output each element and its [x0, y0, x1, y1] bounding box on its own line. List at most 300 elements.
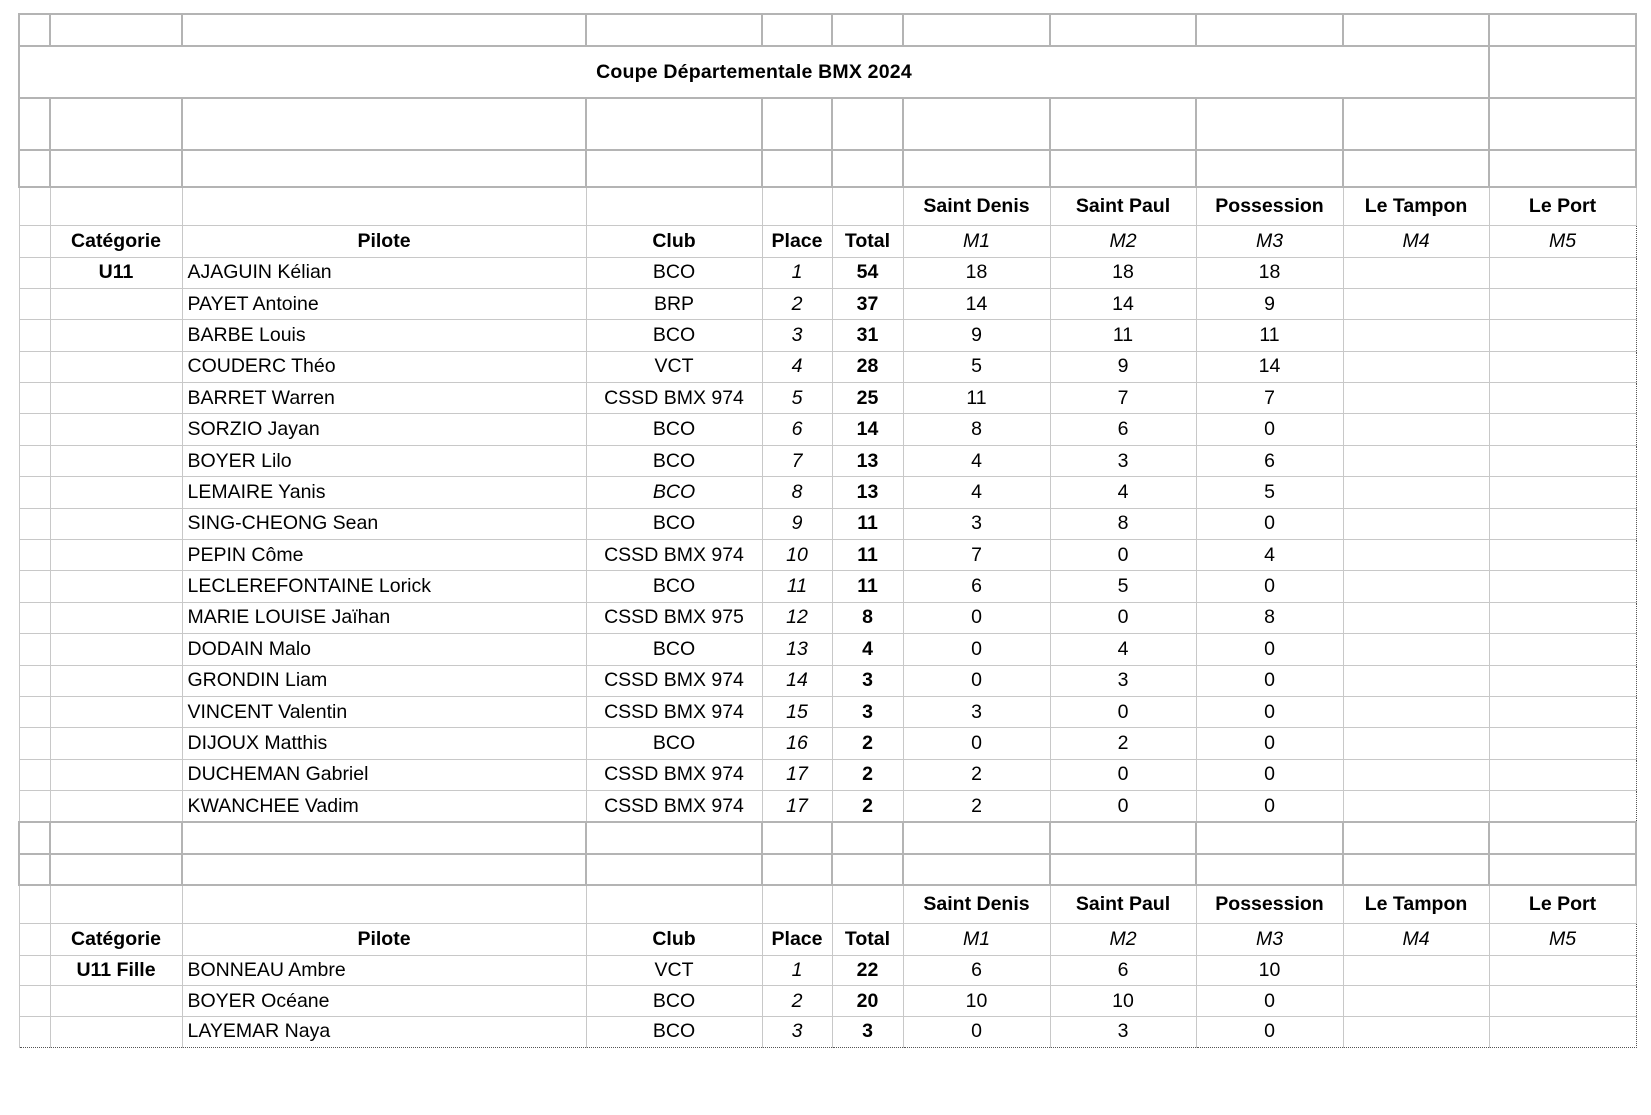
total-cell[interactable]: 14	[832, 414, 903, 445]
manche-score-cell[interactable]	[1343, 602, 1489, 633]
pilote-cell[interactable]: DODAIN Malo	[182, 634, 586, 665]
empty-cell[interactable]	[1489, 14, 1636, 46]
manche-score-cell[interactable]: 7	[903, 540, 1050, 571]
empty-cell[interactable]	[19, 822, 50, 854]
manche-score-cell[interactable]: 9	[903, 320, 1050, 351]
header-total[interactable]: Total	[832, 225, 903, 257]
total-cell[interactable]: 3	[832, 696, 903, 727]
empty-cell[interactable]	[1196, 150, 1343, 187]
total-cell[interactable]: 54	[832, 257, 903, 288]
empty-cell[interactable]	[832, 150, 903, 187]
manche-score-cell[interactable]	[1343, 351, 1489, 382]
manche-score-cell[interactable]	[1489, 986, 1636, 1017]
empty-cell[interactable]	[586, 885, 762, 923]
row-gutter[interactable]	[19, 986, 50, 1017]
category-cell[interactable]	[50, 791, 182, 822]
manche-score-cell[interactable]: 0	[903, 728, 1050, 759]
manche-score-cell[interactable]: 14	[1196, 351, 1343, 382]
manche-score-cell[interactable]	[1489, 445, 1636, 476]
empty-cell[interactable]	[1489, 854, 1636, 886]
pilote-cell[interactable]: DUCHEMAN Gabriel	[182, 759, 586, 790]
manche-score-cell[interactable]: 0	[1196, 571, 1343, 602]
empty-cell[interactable]	[1050, 14, 1196, 46]
row-gutter[interactable]	[19, 1016, 50, 1047]
row-gutter[interactable]	[19, 288, 50, 319]
manche-score-cell[interactable]: 6	[1196, 445, 1343, 476]
total-cell[interactable]: 2	[832, 759, 903, 790]
place-cell[interactable]: 7	[762, 445, 832, 476]
place-cell[interactable]: 3	[762, 1016, 832, 1047]
manche-score-cell[interactable]: 0	[1196, 791, 1343, 822]
empty-cell[interactable]	[586, 14, 762, 46]
total-cell[interactable]: 4	[832, 634, 903, 665]
empty-cell[interactable]	[1343, 14, 1489, 46]
empty-cell[interactable]	[1196, 854, 1343, 886]
total-cell[interactable]: 2	[832, 791, 903, 822]
place-cell[interactable]: 10	[762, 540, 832, 571]
manche-score-cell[interactable]: 2	[903, 759, 1050, 790]
row-gutter[interactable]	[19, 634, 50, 665]
empty-cell[interactable]	[1196, 822, 1343, 854]
category-cell[interactable]	[50, 634, 182, 665]
empty-cell[interactable]	[182, 885, 586, 923]
club-cell[interactable]: CSSD BMX 974	[586, 540, 762, 571]
manche-score-cell[interactable]: 0	[1196, 508, 1343, 539]
manche-score-cell[interactable]	[1343, 634, 1489, 665]
row-gutter[interactable]	[19, 414, 50, 445]
venue-header[interactable]: Le Tampon	[1343, 885, 1489, 923]
manche-score-cell[interactable]: 0	[903, 602, 1050, 633]
manche-score-cell[interactable]	[1343, 257, 1489, 288]
total-cell[interactable]: 31	[832, 320, 903, 351]
empty-cell[interactable]	[1343, 98, 1489, 150]
place-cell[interactable]: 17	[762, 759, 832, 790]
empty-cell[interactable]	[1050, 822, 1196, 854]
manche-score-cell[interactable]: 7	[1196, 383, 1343, 414]
manche-score-cell[interactable]	[1343, 728, 1489, 759]
manche-score-cell[interactable]	[1343, 414, 1489, 445]
manche-score-cell[interactable]: 3	[1050, 1016, 1196, 1047]
manche-score-cell[interactable]: 11	[1196, 320, 1343, 351]
empty-cell[interactable]	[182, 150, 586, 187]
manche-score-cell[interactable]: 3	[1050, 665, 1196, 696]
manche-score-cell[interactable]: 0	[903, 634, 1050, 665]
manche-score-cell[interactable]	[1489, 955, 1636, 986]
header-place[interactable]: Place	[762, 923, 832, 955]
category-cell[interactable]	[50, 540, 182, 571]
manche-score-cell[interactable]	[1489, 696, 1636, 727]
club-cell[interactable]: VCT	[586, 955, 762, 986]
category-cell[interactable]	[50, 759, 182, 790]
pilote-cell[interactable]: LECLEREFONTAINE Lorick	[182, 571, 586, 602]
category-cell[interactable]	[50, 986, 182, 1017]
manche-score-cell[interactable]: 9	[1050, 351, 1196, 382]
empty-cell[interactable]	[50, 14, 182, 46]
category-cell[interactable]	[50, 728, 182, 759]
total-cell[interactable]: 11	[832, 540, 903, 571]
manche-score-cell[interactable]: 0	[1050, 696, 1196, 727]
empty-cell[interactable]	[762, 14, 832, 46]
manche-score-cell[interactable]: 5	[1050, 571, 1196, 602]
manche-score-cell[interactable]: 6	[903, 955, 1050, 986]
header-categorie[interactable]: Catégorie	[50, 225, 182, 257]
pilote-cell[interactable]: PAYET Antoine	[182, 288, 586, 319]
category-cell[interactable]	[50, 320, 182, 351]
row-gutter[interactable]	[19, 696, 50, 727]
total-cell[interactable]: 37	[832, 288, 903, 319]
empty-cell[interactable]	[1196, 98, 1343, 150]
club-cell[interactable]: BCO	[586, 571, 762, 602]
manche-score-cell[interactable]: 3	[1050, 445, 1196, 476]
header-manche[interactable]: M5	[1489, 225, 1636, 257]
category-cell[interactable]	[50, 445, 182, 476]
manche-score-cell[interactable]: 4	[903, 477, 1050, 508]
header-manche[interactable]: M2	[1050, 225, 1196, 257]
empty-cell[interactable]	[586, 150, 762, 187]
row-gutter[interactable]	[19, 665, 50, 696]
empty-cell[interactable]	[182, 187, 586, 225]
manche-score-cell[interactable]: 4	[1050, 477, 1196, 508]
manche-score-cell[interactable]: 14	[903, 288, 1050, 319]
manche-score-cell[interactable]: 0	[1196, 414, 1343, 445]
place-cell[interactable]: 2	[762, 986, 832, 1017]
empty-cell[interactable]	[586, 98, 762, 150]
manche-score-cell[interactable]	[1489, 634, 1636, 665]
manche-score-cell[interactable]	[1489, 571, 1636, 602]
manche-score-cell[interactable]	[1343, 1016, 1489, 1047]
empty-cell[interactable]	[903, 822, 1050, 854]
empty-cell[interactable]	[19, 187, 50, 225]
place-cell[interactable]: 4	[762, 351, 832, 382]
pilote-cell[interactable]: BOYER Océane	[182, 986, 586, 1017]
total-cell[interactable]: 20	[832, 986, 903, 1017]
category-cell[interactable]	[50, 288, 182, 319]
empty-cell[interactable]	[832, 854, 903, 886]
empty-cell[interactable]	[1489, 822, 1636, 854]
header-pilote[interactable]: Pilote	[182, 923, 586, 955]
pilote-cell[interactable]: COUDERC Théo	[182, 351, 586, 382]
manche-score-cell[interactable]: 11	[903, 383, 1050, 414]
header-manche[interactable]: M3	[1196, 225, 1343, 257]
place-cell[interactable]: 16	[762, 728, 832, 759]
manche-score-cell[interactable]	[1343, 508, 1489, 539]
header-manche[interactable]: M2	[1050, 923, 1196, 955]
category-cell[interactable]	[50, 665, 182, 696]
header-manche[interactable]: M3	[1196, 923, 1343, 955]
row-gutter[interactable]	[19, 571, 50, 602]
manche-score-cell[interactable]: 0	[1196, 759, 1343, 790]
manche-score-cell[interactable]: 18	[1196, 257, 1343, 288]
club-cell[interactable]: BCO	[586, 320, 762, 351]
manche-score-cell[interactable]: 4	[1050, 634, 1196, 665]
row-gutter[interactable]	[19, 955, 50, 986]
row-gutter[interactable]	[19, 351, 50, 382]
manche-score-cell[interactable]	[1489, 728, 1636, 759]
manche-score-cell[interactable]: 0	[1050, 759, 1196, 790]
row-gutter[interactable]	[19, 791, 50, 822]
pilote-cell[interactable]: AJAGUIN Kélian	[182, 257, 586, 288]
manche-score-cell[interactable]: 8	[903, 414, 1050, 445]
manche-score-cell[interactable]	[1489, 257, 1636, 288]
empty-cell[interactable]	[50, 854, 182, 886]
row-gutter[interactable]	[19, 445, 50, 476]
empty-cell[interactable]	[832, 98, 903, 150]
manche-score-cell[interactable]: 8	[1196, 602, 1343, 633]
pilote-cell[interactable]: VINCENT Valentin	[182, 696, 586, 727]
place-cell[interactable]: 8	[762, 477, 832, 508]
manche-score-cell[interactable]: 10	[903, 986, 1050, 1017]
empty-cell[interactable]	[1050, 98, 1196, 150]
empty-cell[interactable]	[762, 187, 832, 225]
place-cell[interactable]: 5	[762, 383, 832, 414]
total-cell[interactable]: 8	[832, 602, 903, 633]
venue-header[interactable]: Saint Denis	[903, 187, 1050, 225]
header-manche[interactable]: M5	[1489, 923, 1636, 955]
total-cell[interactable]: 25	[832, 383, 903, 414]
empty-cell[interactable]	[182, 14, 586, 46]
manche-score-cell[interactable]	[1489, 540, 1636, 571]
category-cell[interactable]	[50, 1016, 182, 1047]
total-cell[interactable]: 28	[832, 351, 903, 382]
place-cell[interactable]: 11	[762, 571, 832, 602]
club-cell[interactable]: CSSD BMX 974	[586, 383, 762, 414]
club-cell[interactable]: CSSD BMX 974	[586, 665, 762, 696]
club-cell[interactable]: BRP	[586, 288, 762, 319]
manche-score-cell[interactable]: 0	[1196, 1016, 1343, 1047]
total-cell[interactable]: 13	[832, 477, 903, 508]
manche-score-cell[interactable]: 9	[1196, 288, 1343, 319]
manche-score-cell[interactable]	[1343, 986, 1489, 1017]
empty-cell[interactable]	[762, 822, 832, 854]
header-club[interactable]: Club	[586, 225, 762, 257]
club-cell[interactable]: BCO	[586, 1016, 762, 1047]
empty-cell[interactable]	[19, 885, 50, 923]
place-cell[interactable]: 9	[762, 508, 832, 539]
empty-cell[interactable]	[19, 150, 50, 187]
manche-score-cell[interactable]: 3	[903, 696, 1050, 727]
empty-cell[interactable]	[762, 885, 832, 923]
pilote-cell[interactable]: SING-CHEONG Sean	[182, 508, 586, 539]
category-cell[interactable]: U11 Fille	[50, 955, 182, 986]
place-cell[interactable]: 1	[762, 955, 832, 986]
header-manche[interactable]: M1	[903, 923, 1050, 955]
empty-cell[interactable]	[50, 150, 182, 187]
empty-cell[interactable]	[50, 822, 182, 854]
manche-score-cell[interactable]: 18	[1050, 257, 1196, 288]
empty-cell[interactable]	[50, 98, 182, 150]
place-cell[interactable]: 14	[762, 665, 832, 696]
club-cell[interactable]: BCO	[586, 257, 762, 288]
empty-cell[interactable]	[1050, 150, 1196, 187]
pilote-cell[interactable]: BONNEAU Ambre	[182, 955, 586, 986]
manche-score-cell[interactable]: 8	[1050, 508, 1196, 539]
club-cell[interactable]: VCT	[586, 351, 762, 382]
venue-header[interactable]: Saint Paul	[1050, 187, 1196, 225]
club-cell[interactable]: CSSD BMX 974	[586, 791, 762, 822]
manche-score-cell[interactable]: 0	[903, 665, 1050, 696]
total-cell[interactable]: 13	[832, 445, 903, 476]
category-cell[interactable]	[50, 602, 182, 633]
venue-header[interactable]: Saint Paul	[1050, 885, 1196, 923]
manche-score-cell[interactable]: 10	[1050, 986, 1196, 1017]
pilote-cell[interactable]: BARRET Warren	[182, 383, 586, 414]
manche-score-cell[interactable]	[1343, 383, 1489, 414]
manche-score-cell[interactable]: 10	[1196, 955, 1343, 986]
club-cell[interactable]: BCO	[586, 986, 762, 1017]
manche-score-cell[interactable]: 4	[903, 445, 1050, 476]
pilote-cell[interactable]: MARIE LOUISE Jaïhan	[182, 602, 586, 633]
manche-score-cell[interactable]: 0	[1196, 986, 1343, 1017]
total-cell[interactable]: 3	[832, 1016, 903, 1047]
row-gutter[interactable]	[19, 923, 50, 955]
manche-score-cell[interactable]	[1489, 665, 1636, 696]
empty-cell[interactable]	[903, 150, 1050, 187]
place-cell[interactable]: 17	[762, 791, 832, 822]
category-cell[interactable]	[50, 508, 182, 539]
manche-score-cell[interactable]: 0	[903, 1016, 1050, 1047]
manche-score-cell[interactable]: 0	[1196, 728, 1343, 759]
manche-score-cell[interactable]	[1343, 955, 1489, 986]
category-cell[interactable]	[50, 477, 182, 508]
row-gutter[interactable]	[19, 602, 50, 633]
empty-cell[interactable]	[1489, 98, 1636, 150]
manche-score-cell[interactable]	[1343, 445, 1489, 476]
empty-cell[interactable]	[19, 14, 50, 46]
manche-score-cell[interactable]	[1489, 383, 1636, 414]
place-cell[interactable]: 3	[762, 320, 832, 351]
empty-cell[interactable]	[586, 822, 762, 854]
pilote-cell[interactable]: BOYER Lilo	[182, 445, 586, 476]
manche-score-cell[interactable]: 0	[1196, 634, 1343, 665]
club-cell[interactable]: CSSD BMX 974	[586, 759, 762, 790]
empty-cell[interactable]	[832, 822, 903, 854]
empty-cell[interactable]	[19, 98, 50, 150]
category-cell[interactable]	[50, 571, 182, 602]
row-gutter[interactable]	[19, 540, 50, 571]
venue-header[interactable]: Possession	[1196, 885, 1343, 923]
empty-cell[interactable]	[182, 98, 586, 150]
header-manche[interactable]: M4	[1343, 923, 1489, 955]
header-manche[interactable]: M4	[1343, 225, 1489, 257]
row-gutter[interactable]	[19, 257, 50, 288]
empty-cell[interactable]	[182, 854, 586, 886]
venue-header[interactable]: Le Tampon	[1343, 187, 1489, 225]
row-gutter[interactable]	[19, 320, 50, 351]
manche-score-cell[interactable]	[1489, 791, 1636, 822]
place-cell[interactable]: 2	[762, 288, 832, 319]
manche-score-cell[interactable]	[1343, 665, 1489, 696]
manche-score-cell[interactable]	[1489, 477, 1636, 508]
empty-cell[interactable]	[1343, 150, 1489, 187]
pilote-cell[interactable]: SORZIO Jayan	[182, 414, 586, 445]
venue-header[interactable]: Le Port	[1489, 187, 1636, 225]
manche-score-cell[interactable]	[1489, 759, 1636, 790]
header-manche[interactable]: M1	[903, 225, 1050, 257]
manche-score-cell[interactable]	[1489, 320, 1636, 351]
manche-score-cell[interactable]: 0	[1050, 791, 1196, 822]
venue-header[interactable]: Possession	[1196, 187, 1343, 225]
header-categorie[interactable]: Catégorie	[50, 923, 182, 955]
venue-header[interactable]: Saint Denis	[903, 885, 1050, 923]
empty-cell[interactable]	[182, 822, 586, 854]
manche-score-cell[interactable]	[1489, 414, 1636, 445]
category-cell[interactable]	[50, 696, 182, 727]
manche-score-cell[interactable]	[1489, 288, 1636, 319]
header-place[interactable]: Place	[762, 225, 832, 257]
manche-score-cell[interactable]	[1489, 602, 1636, 633]
club-cell[interactable]: CSSD BMX 975	[586, 602, 762, 633]
category-cell[interactable]: U11	[50, 257, 182, 288]
header-club[interactable]: Club	[586, 923, 762, 955]
empty-cell[interactable]	[1050, 854, 1196, 886]
row-gutter[interactable]	[19, 759, 50, 790]
empty-cell[interactable]	[50, 187, 182, 225]
pilote-cell[interactable]: DIJOUX Matthis	[182, 728, 586, 759]
manche-score-cell[interactable]: 6	[903, 571, 1050, 602]
empty-cell[interactable]	[832, 187, 903, 225]
category-cell[interactable]	[50, 351, 182, 382]
total-cell[interactable]: 11	[832, 571, 903, 602]
manche-score-cell[interactable]: 0	[1196, 665, 1343, 696]
club-cell[interactable]: BCO	[586, 445, 762, 476]
manche-score-cell[interactable]: 2	[903, 791, 1050, 822]
manche-score-cell[interactable]	[1343, 540, 1489, 571]
manche-score-cell[interactable]: 4	[1196, 540, 1343, 571]
place-cell[interactable]: 6	[762, 414, 832, 445]
total-cell[interactable]: 2	[832, 728, 903, 759]
club-cell[interactable]: BCO	[586, 477, 762, 508]
manche-score-cell[interactable]	[1343, 571, 1489, 602]
pilote-cell[interactable]: LEMAIRE Yanis	[182, 477, 586, 508]
manche-score-cell[interactable]: 0	[1050, 540, 1196, 571]
manche-score-cell[interactable]: 0	[1050, 602, 1196, 633]
empty-cell[interactable]	[903, 98, 1050, 150]
club-cell[interactable]: BCO	[586, 634, 762, 665]
row-gutter[interactable]	[19, 728, 50, 759]
header-pilote[interactable]: Pilote	[182, 225, 586, 257]
total-cell[interactable]: 3	[832, 665, 903, 696]
header-total[interactable]: Total	[832, 923, 903, 955]
manche-score-cell[interactable]: 0	[1196, 696, 1343, 727]
row-gutter[interactable]	[19, 508, 50, 539]
manche-score-cell[interactable]	[1489, 508, 1636, 539]
empty-cell[interactable]	[762, 854, 832, 886]
pilote-cell[interactable]: BARBE Louis	[182, 320, 586, 351]
club-cell[interactable]: BCO	[586, 414, 762, 445]
empty-cell[interactable]	[19, 854, 50, 886]
place-cell[interactable]: 15	[762, 696, 832, 727]
empty-cell[interactable]	[762, 98, 832, 150]
empty-cell[interactable]	[1489, 46, 1636, 98]
empty-cell[interactable]	[586, 854, 762, 886]
empty-cell[interactable]	[832, 14, 903, 46]
total-cell[interactable]: 11	[832, 508, 903, 539]
category-cell[interactable]	[50, 414, 182, 445]
pilote-cell[interactable]: GRONDIN Liam	[182, 665, 586, 696]
manche-score-cell[interactable]: 6	[1050, 955, 1196, 986]
empty-cell[interactable]	[903, 14, 1050, 46]
manche-score-cell[interactable]: 5	[903, 351, 1050, 382]
pilote-cell[interactable]: PEPIN Côme	[182, 540, 586, 571]
total-cell[interactable]: 22	[832, 955, 903, 986]
manche-score-cell[interactable]	[1343, 320, 1489, 351]
empty-cell[interactable]	[1489, 150, 1636, 187]
empty-cell[interactable]	[832, 885, 903, 923]
club-cell[interactable]: BCO	[586, 728, 762, 759]
manche-score-cell[interactable]	[1343, 696, 1489, 727]
category-cell[interactable]	[50, 383, 182, 414]
manche-score-cell[interactable]: 7	[1050, 383, 1196, 414]
